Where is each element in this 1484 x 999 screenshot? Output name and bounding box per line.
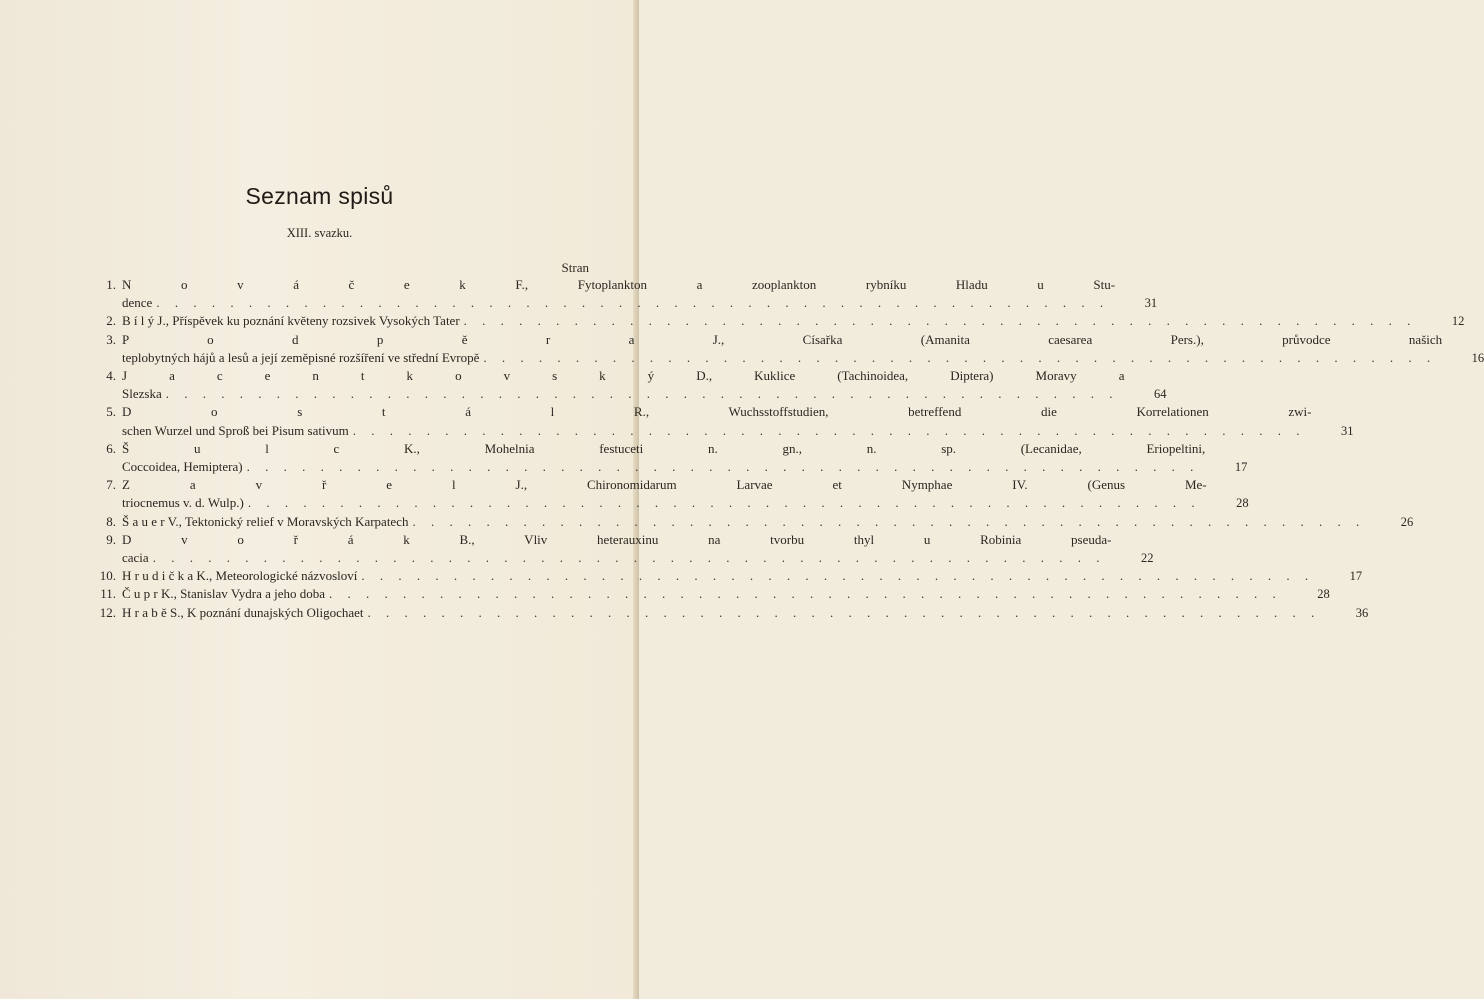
entry-page-number: 28 [1236,496,1249,511]
entry-number: 3. [106,331,116,347]
list-item [88,531,1154,567]
entry-page-number: 17 [1234,460,1248,475]
entry-title-continuation: cacia [122,550,149,566]
contents-list [88,276,1484,622]
entry-title: K., Meteorologické názvosloví [196,568,358,584]
entry-page-number: 31 [1144,296,1158,311]
entry-body [122,403,1353,439]
entry-title-line [122,276,1115,294]
entry-author: N o v á č e k [122,277,466,292]
leader-dots: . . . . . . . . . . . . . . . . . . . . . . . . . . . . . . . . . . . . . . . . . . . . . . . . . . . . [361,568,1315,584]
entry-number: 1. [106,277,116,292]
list-item [88,440,1248,476]
entry-number: 4. [106,368,116,384]
leader-dots: . . . . . . . . . . . . . . . . . . . . . . . . . . . . . . . . . . . . . . . . . . . . . . . . . . . . [156,295,1110,311]
entry-title: V., Tektonický relief v Moravských Karpatech [167,513,409,529]
entry-author: H r u d i č k a [122,568,194,584]
entry-body [122,312,1464,330]
leader-dots: . . . . . . . . . . . . . . . . . . . . . . . . . . . . . . . . . . . . . . . . . . . . . . . . . . . . [246,459,1200,475]
leader-dots: . . . . . . . . . . . . . . . . . . . . . . . . . . . . . . . . . . . . . . . . . . . . . . . . . . . . [463,313,1417,329]
entry-number: 10. [99,568,116,584]
entry-number: 11. [100,586,116,602]
entry-author: J a c e n t k o v s k ý [122,368,655,384]
entry-title-line [122,513,408,531]
entry-page-number: 26 [1400,514,1414,529]
entry-title-continuation: triocnemus v. d. Wulp.) [122,495,244,511]
entry-title: J., Chironomidarum Larvae et Nymphae IV. (Genus Me- [515,477,1207,493]
entry-author: D o s t á l [122,404,555,420]
page-column-header: Stran [561,260,589,275]
entry-page-number: 31 [1340,423,1354,438]
entry-body [122,367,1166,403]
entry-page-number: 16 [1471,350,1484,365]
entry-page-number: 28 [1317,587,1330,602]
entry-number: 7. [106,477,116,493]
entry-title-continuation: Slezska [122,386,162,402]
entry-title-line [122,531,1111,549]
entry-title: J., Příspěvek ku poznání květeny rozsivek Vysokých Tater [157,313,460,329]
entry-title-line [122,367,1124,385]
entry-title: D., Kuklice (Tachinoidea, Diptera) Moravy a [696,368,1125,384]
entry-title: K., Stanislav Vydra a jeho doba [161,586,326,602]
entry-body [122,604,1368,622]
entry-author: H r a b ě [122,604,167,620]
entry-page-number: 17 [1349,569,1363,584]
entry-title: J., Císařka (Amanita caesarea Pers.), průvodce našich [712,331,1443,347]
entry-title-continuation: teplobytných hájů a lesů a její zeměpisné rozšíření ve střední Evropě [122,349,480,365]
list-item [88,513,1414,531]
leader-dots: . . . . . . . . . . . . . . . . . . . . . . . . . . . . . . . . . . . . . . . . . . . . . . . . . . . . [247,495,1201,511]
entry-title-continuation: schen Wurzel und Sproß bei Pisum sativum [122,422,349,438]
entry-number: 9. [106,531,116,547]
entry-title: F., Fytoplankton a zooplankton rybníku Hladu u Stu- [515,277,1116,292]
list-item [88,331,1484,367]
entry-title-line [122,567,357,585]
entry-title-line [122,331,1442,349]
entry-title-line [122,312,460,330]
entry-title: K., Mohelnia festuceti n. gn., n. sp. (Lecanidae, Eriopeltini, [404,440,1206,456]
entry-number: 2. [106,313,116,329]
list-item [88,585,1330,603]
entry-number: 12. [99,604,116,620]
entry-author: Č u p r [122,586,158,602]
leader-dots: . . . . . . . . . . . . . . . . . . . . . . . . . . . . . . . . . . . . . . . . . . . . . . . . . . . . [152,550,1106,566]
entry-body [122,531,1153,567]
entry-title-line [122,604,364,622]
entry-number: 5. [106,404,116,420]
entry-author: B í l ý [122,313,155,329]
entry-author: Š u l c [122,440,340,456]
entry-body [122,476,1249,512]
leader-dots: . . . . . . . . . . . . . . . . . . . . . . . . . . . . . . . . . . . . . . . . . . . . . . . . . . . . [352,422,1306,438]
entry-title-line [122,403,1311,421]
entry-page-number: 36 [1355,605,1369,620]
entry-title: B., Vliv heterauxinu na tvorbu thyl u Robinia pseuda- [459,531,1112,547]
entry-body [122,567,1362,585]
entry-title-continuation: dence [122,295,153,311]
entry-author: Š a u e r [122,513,165,529]
entry-body [122,440,1247,476]
entry-author: D v o ř á k [122,531,410,547]
entry-author: Z a v ř e l [122,477,456,493]
entry-title-continuation: Coccoidea, Hemiptera) [122,459,243,475]
entry-title: R., Wuchsstoffstudien, betreffend die Korrelationen zwi- [633,404,1312,420]
list-item [88,604,1369,622]
entry-title-line [122,440,1205,458]
entry-number: 6. [106,440,116,456]
entry-page-number: 22 [1140,551,1154,566]
entry-title-line [122,476,1207,494]
list-item [88,476,1249,512]
volume-subtitle: XIII. svazku. [286,226,353,240]
leader-dots: . . . . . . . . . . . . . . . . . . . . . . . . . . . . . . . . . . . . . . . . . . . . . . . . . . . . [412,513,1366,529]
leader-dots: . . . . . . . . . . . . . . . . . . . . . . . . . . . . . . . . . . . . . . . . . . . . . . . . . . . . [367,604,1321,620]
entry-body [122,585,1330,603]
list-item [88,567,1363,585]
entry-author: P o d p ě r a [122,331,635,347]
leader-dots: . . . . . . . . . . . . . . . . . . . . . . . . . . . . . . . . . . . . . . . . . . . . . . . . . . . . [165,386,1119,402]
entry-number: 8. [106,513,116,529]
list-item [88,276,1158,312]
entry-page-number: 64 [1153,387,1167,402]
leader-dots: . . . . . . . . . . . . . . . . . . . . . . . . . . . . . . . . . . . . . . . . . . . . . . . . . . . . [329,586,1282,602]
entry-title: S., K poznání dunajských Oligochaet [170,604,364,620]
page-title: Seznam spisů [245,183,394,209]
list-item [88,367,1167,403]
list-item [88,403,1354,439]
entry-body [122,276,1157,312]
entry-body [122,513,1413,531]
entry-page-number: 12 [1451,314,1465,329]
entry-title-line [122,585,325,603]
leader-dots: . . . . . . . . . . . . . . . . . . . . . . . . . . . . . . . . . . . . . . . . . . . . . . . . . . . . [483,349,1437,365]
entry-body [122,331,1484,367]
list-item [88,312,1465,330]
